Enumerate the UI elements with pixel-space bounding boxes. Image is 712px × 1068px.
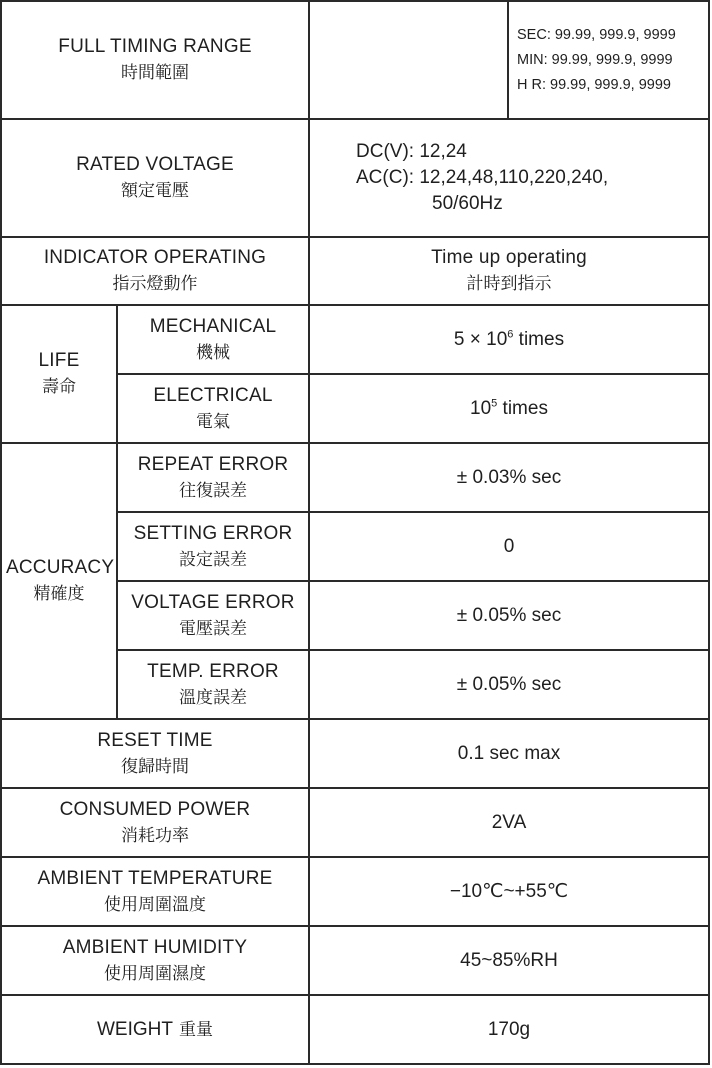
timing-value-cell <box>309 1 709 119</box>
timing-label-en: FULL TIMING RANGE <box>58 36 252 57</box>
timing-label-zh: 時間範圍 <box>121 63 189 83</box>
voltage-error-value: ± 0.05% sec <box>309 581 709 650</box>
accuracy-group-en: ACCURACY <box>6 557 115 578</box>
repeat-error-label-zh: 往復誤差 <box>179 480 247 501</box>
row-weight <box>1 995 709 1064</box>
reset-label-cell <box>1 719 309 788</box>
voltage-label-cell <box>1 119 309 237</box>
reset-value: 0.1 sec max <box>309 719 709 788</box>
temperature-label-en: AMBIENT TEMPERATURE <box>37 867 273 889</box>
weight-label-zh: 重量 <box>179 1019 213 1040</box>
temperature-value: −10℃~+55℃ <box>309 857 709 926</box>
timing-range-list <box>509 2 708 118</box>
accuracy-group-cell <box>1 443 117 719</box>
voltage-label-en: RATED VOLTAGE <box>76 154 234 175</box>
humidity-label-zh: 使用周圍濕度 <box>104 963 206 984</box>
timing-range-hour: H R: 99.99, 999.9, 9999 <box>517 76 671 93</box>
mechanical-label-zh: 機械 <box>196 342 230 363</box>
row-indicator-operating <box>1 237 709 305</box>
voltage-value-cell <box>309 119 709 237</box>
indicator-label-en: INDICATOR OPERATING <box>43 247 267 268</box>
voltage-frequency: 50/60Hz <box>432 193 503 214</box>
setting-error-label-zh: 設定誤差 <box>179 549 247 570</box>
indicator-label-cell <box>1 237 309 305</box>
electrical-label-cell <box>117 374 309 443</box>
timing-range-sec: SEC: 99.99, 999.9, 9999 <box>517 26 676 43</box>
temp-error-label-cell <box>117 650 309 719</box>
temp-error-value: ± 0.05% sec <box>309 650 709 719</box>
electrical-value-suffix: times <box>497 397 548 419</box>
row-rated-voltage <box>1 119 709 237</box>
humidity-value: 45~85%RH <box>309 926 709 995</box>
accuracy-group-zh: 精確度 <box>33 584 85 604</box>
electrical-label-en: ELECTRICAL <box>153 384 273 406</box>
electrical-value-cell <box>309 374 709 443</box>
voltage-error-label-cell <box>117 581 309 650</box>
humidity-label-cell <box>1 926 309 995</box>
temp-error-label-en: TEMP. ERROR <box>147 660 279 682</box>
row-reset-time <box>1 719 709 788</box>
electrical-label-zh: 電氣 <box>196 411 230 432</box>
indicator-value-zh: 計時到指示 <box>466 274 552 294</box>
mechanical-value-suffix: times <box>513 328 565 350</box>
timing-range-min: MIN: 99.99, 999.9, 9999 <box>517 51 673 68</box>
electrical-value-prefix: 10 <box>470 397 492 419</box>
mechanical-label-cell <box>117 305 309 374</box>
setting-error-label-cell <box>117 512 309 581</box>
setting-error-value: 0 <box>309 512 709 581</box>
voltage-error-label-zh: 電壓誤差 <box>179 618 247 639</box>
voltage-dc: DC(V): 12,24 <box>356 141 467 162</box>
electrical-value-exponent: 5 <box>491 397 498 410</box>
weight-label-cell <box>1 995 309 1064</box>
row-ambient-humidity <box>1 926 709 995</box>
reset-label-en: RESET TIME <box>97 729 213 751</box>
power-label-cell <box>1 788 309 857</box>
temperature-label-cell <box>1 857 309 926</box>
mechanical-label-en: MECHANICAL <box>149 315 277 337</box>
power-label-zh: 消耗功率 <box>121 825 189 846</box>
row-consumed-power <box>1 788 709 857</box>
voltage-ac: AC(C): 12,24,48,110,220,240, <box>356 167 609 188</box>
timing-label-cell <box>1 1 309 119</box>
life-group-cell <box>1 305 117 443</box>
row-ambient-temperature <box>1 857 709 926</box>
indicator-label-zh: 指示燈動作 <box>112 274 198 294</box>
setting-error-label-en: SETTING ERROR <box>133 522 293 544</box>
voltage-error-label-en: VOLTAGE ERROR <box>131 591 295 613</box>
humidity-label-en: AMBIENT HUMIDITY <box>62 936 248 958</box>
temperature-label-zh: 使用周圍溫度 <box>104 894 206 915</box>
row-full-timing-range <box>1 1 709 119</box>
indicator-value-en: Time up operating <box>431 247 587 268</box>
row-life-mechanical <box>1 305 709 374</box>
temp-error-label-zh: 溫度誤差 <box>179 687 247 708</box>
mechanical-value-prefix: 5 × 10 <box>453 328 508 350</box>
row-accuracy-repeat <box>1 443 709 512</box>
power-value: 2VA <box>309 788 709 857</box>
life-group-zh: 壽命 <box>42 377 76 397</box>
repeat-error-label-cell <box>117 443 309 512</box>
mechanical-value-exponent: 6 <box>507 328 514 341</box>
voltage-label-zh: 額定電壓 <box>121 181 189 201</box>
repeat-error-value: ± 0.03% sec <box>309 443 709 512</box>
reset-label-zh: 復歸時間 <box>121 756 189 777</box>
power-label-en: CONSUMED POWER <box>59 798 251 820</box>
repeat-error-label-en: REPEAT ERROR <box>137 453 289 475</box>
weight-label-en: WEIGHT <box>97 1018 173 1040</box>
life-group-en: LIFE <box>38 350 80 371</box>
timing-blank-subcell <box>310 2 509 118</box>
weight-value: 170g <box>309 995 709 1064</box>
mechanical-value-cell <box>309 305 709 374</box>
indicator-value-cell <box>309 237 709 305</box>
